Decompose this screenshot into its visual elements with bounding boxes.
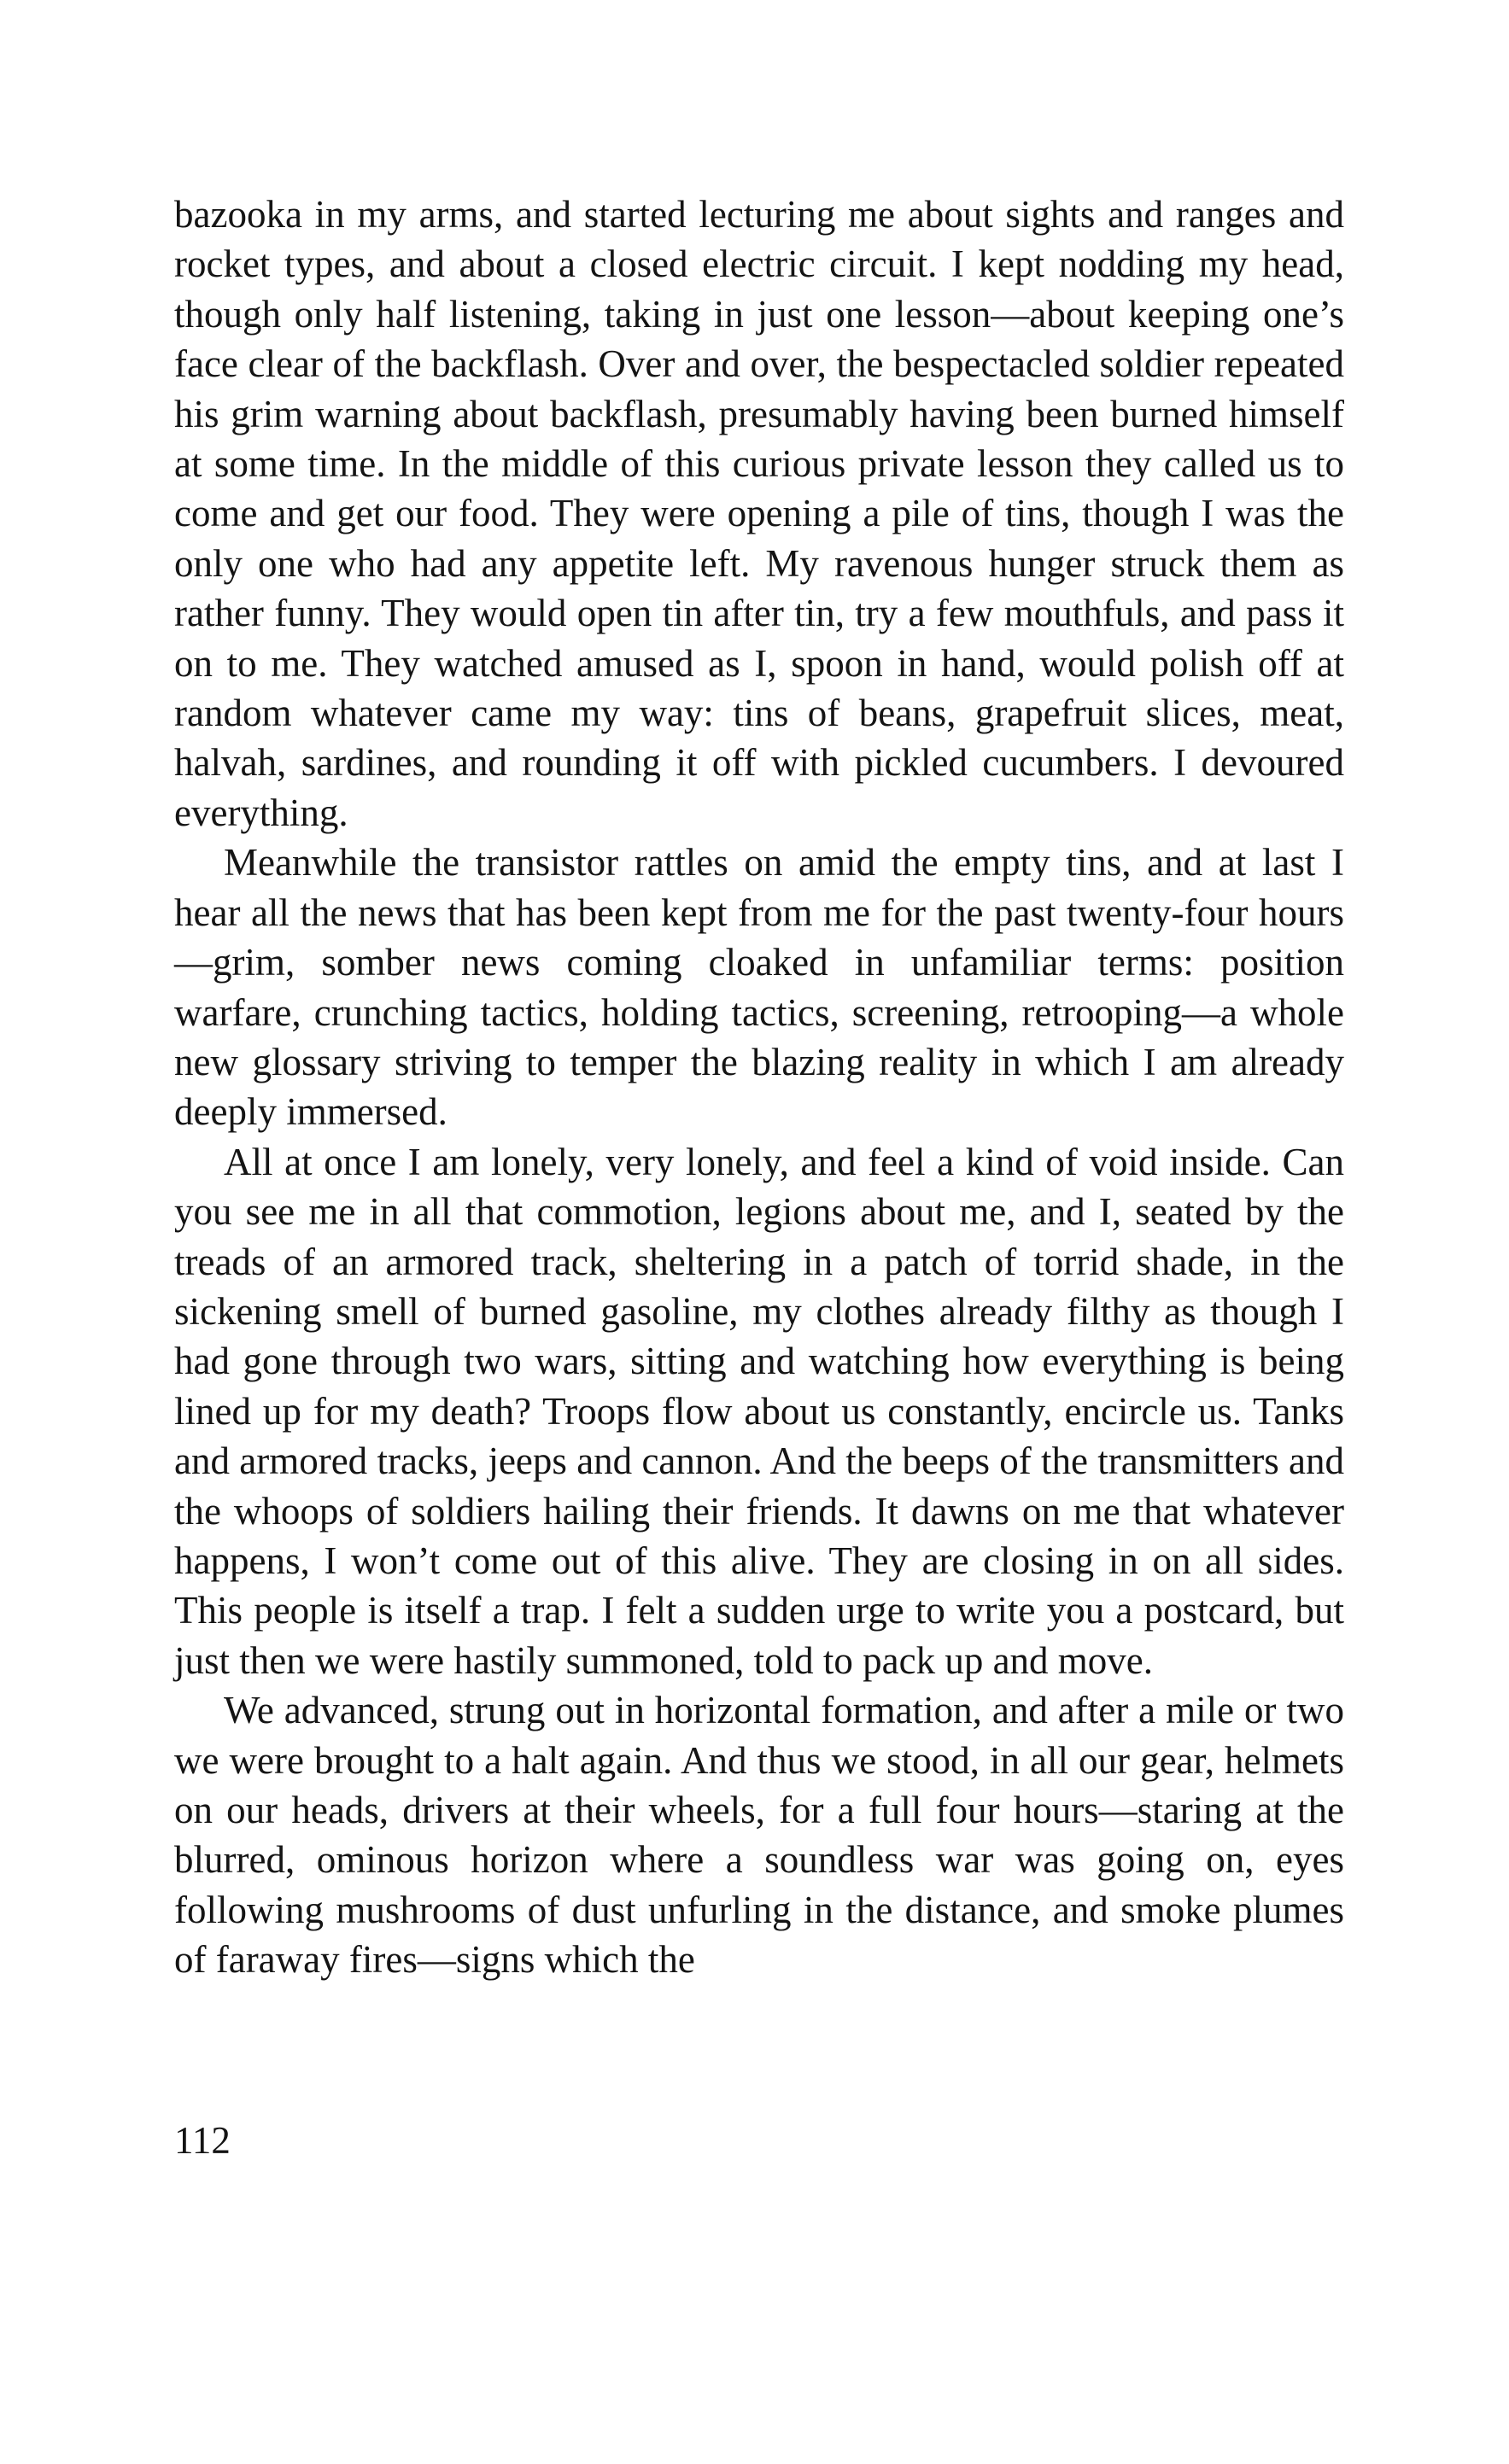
paragraph-1: bazooka in my arms, and started lecturing me about sights and ranges and rocket types, and about a closed electric circuit. I kept nodding my head, though only half listening, taking in just one lesson—about keeping one’s face clear of the backflash. Over and over, the bespectacled soldier repeated his grim warning about backflash, presumably having been burned himself at some time. In the middle of this curious private lesson they called us to come and get our food. They were opening a pile of tins, though I was the only one who had any appetite left. My ravenous hunger struck them as rather funny. They would open tin after tin, try a few mouthfuls, and pass it on to me. They watched amused as I, spoon in hand, would polish off at random whatever came my way: tins of beans, grapefruit slices, meat, halvah, sardines, and rounding it off with pickled cucumbers. I devoured everything.: [174, 193, 1344, 834]
page-number: 112: [174, 2119, 231, 2162]
paragraph-4: We advanced, strung out in horizontal formation, and after a mile or two we were brought to a halt again. And thus we stood, in all our gear, helmets on our heads, drivers at their wheels, for a full four hours—staring at the blurred, ominous horizon where a soundless war was going on, eyes following mushrooms of dust unfurling in the distance, and smoke plumes of faraway fires—signs which the: [174, 1689, 1344, 1982]
body-text: [174, 190, 1344, 1985]
paragraph-3: All at once I am lonely, very lonely, and feel a kind of void inside. Can you see me in all that commotion, legions about me, and I, seated by the treads of an armored track, sheltering in a patch of torrid shade, in the sickening smell of burned gasoline, my clothes already filthy as though I had gone through two wars, sitting and watching how everything is being lined up for my death? Troops flow about us constantly, encircle us. Tanks and armored tracks, jeeps and cannon. And the beeps of the transmitters and the whoops of soldiers hailing their friends. It dawns on me that whatever happens, I won’t come out of this alive. They are closing in on all sides. This people is itself a trap. I felt a sudden urge to write you a postcard, but just then we were hastily summoned, told to pack up and move.: [174, 1140, 1344, 1682]
paragraph-2: Meanwhile the transistor rattles on amid the empty tins, and at last I hear all the news that has been kept from me for the past twenty-four hours—grim, somber news coming cloaked in unfamiliar terms: position warfare, crunching tactics, holding tactics, screening, retrooping—a whole new glossary striving to temper the blazing reality in which I am already deeply immersed.: [174, 841, 1344, 1134]
